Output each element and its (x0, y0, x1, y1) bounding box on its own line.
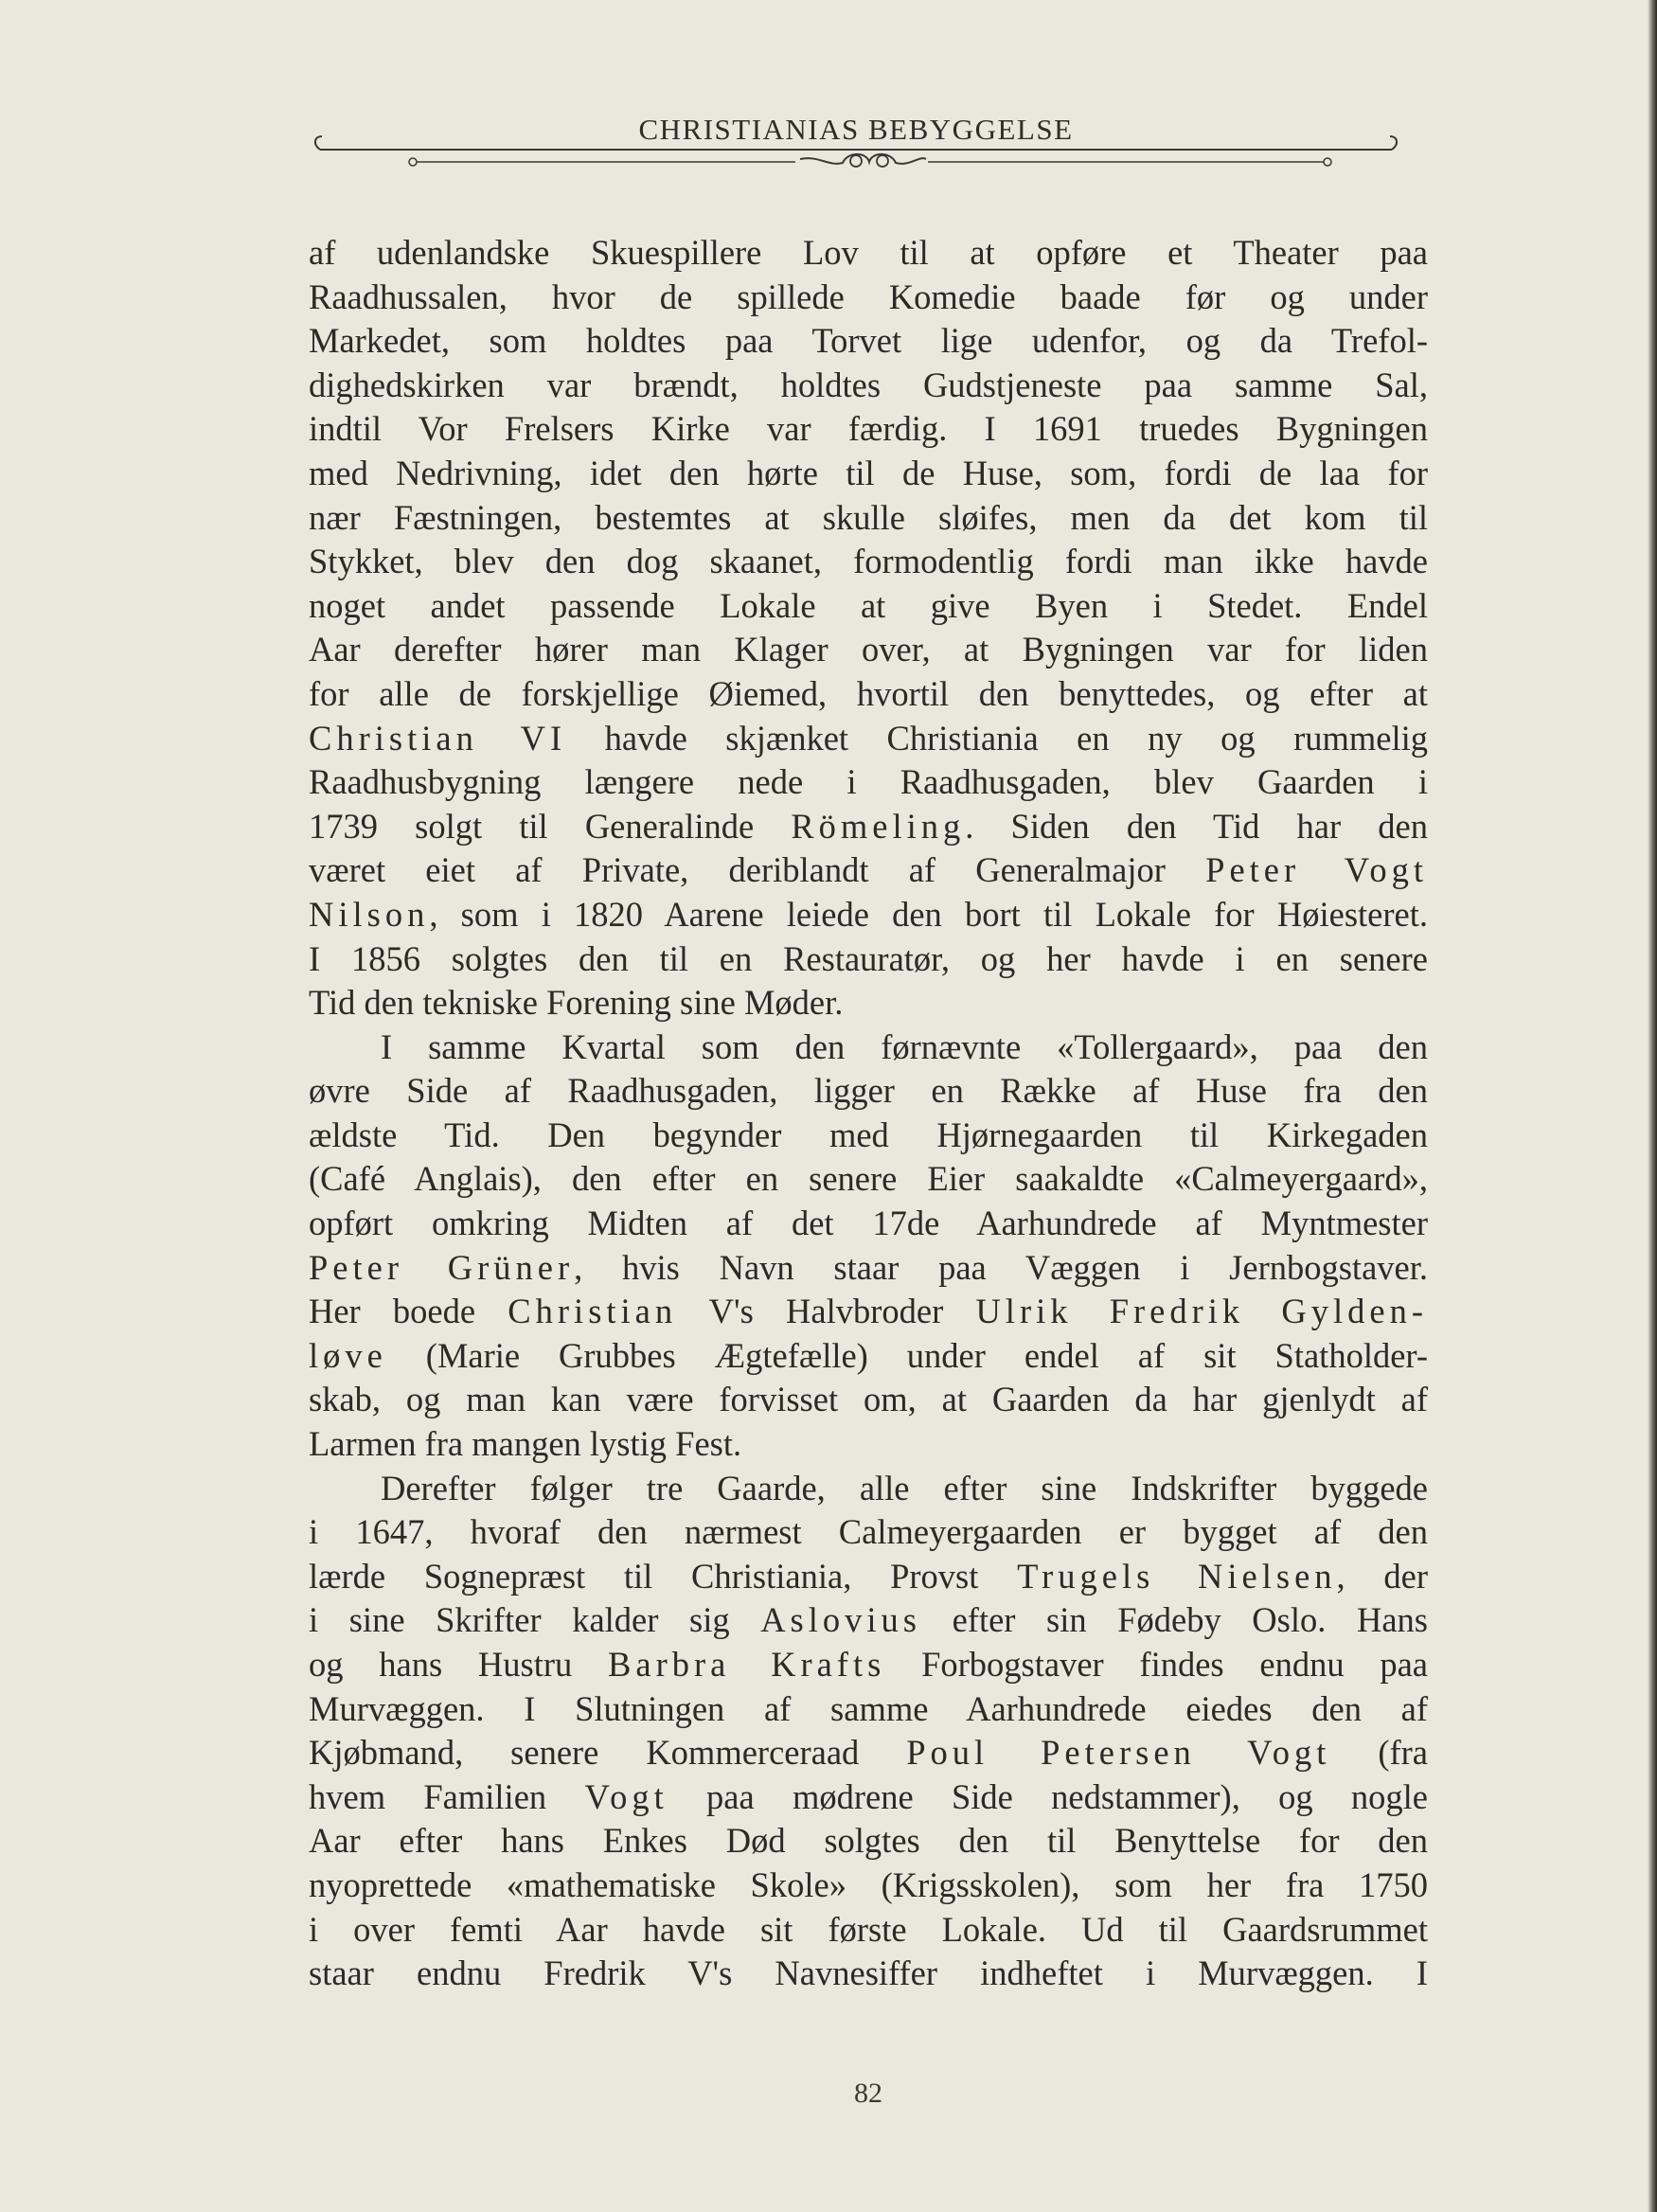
line-text: . Siden den Tid har den (965, 806, 1428, 846)
line-text: Kjøbmand, senere Kommerceraad (309, 1733, 907, 1773)
text-line (309, 231, 1428, 276)
line-text: i sine Skrifter kalder sig (309, 1600, 761, 1640)
line-text: Raadhusbygning længere nede i Raadhusgaden, blev Gaarden i (309, 762, 1428, 802)
text-line (309, 893, 1428, 937)
text-line (309, 1069, 1428, 1114)
line-text: Tid den tekniske Forening sine Møder. (309, 983, 844, 1023)
text-line (309, 1157, 1428, 1202)
line-text: øvre Side af Raadhusgaden, ligger en Række af Huse fra den (309, 1071, 1428, 1111)
text-line (309, 1731, 1428, 1775)
line-text: Forbogstaver findes endnu paa (885, 1645, 1428, 1684)
spaced-name: Peter Vogt (1205, 850, 1428, 890)
line-text: (Marie Grubbes Ægtefælle) under endel af sit Statholder- (386, 1335, 1428, 1375)
line-text: Aar efter hans Enkes Død solgtes den til Benyttelse for den (309, 1821, 1428, 1861)
text-line (309, 1246, 1428, 1291)
line-text: Raadhussalen, hvor de spillede Komedie baade før og under (309, 276, 1428, 316)
line-text: Stykket, blev den dog skaanet, formodentlig fordi man ikke havde (309, 542, 1428, 581)
spaced-name: Nilson (309, 894, 430, 934)
text-line (309, 628, 1428, 672)
line-text: nær Fæstningen, bestemtes at skulle sløifes, men da det kom til (309, 497, 1428, 537)
page-edge-shadow (1648, 0, 1657, 2212)
text-line (309, 760, 1428, 805)
line-text: for alle de forskjellige Øiemed, hvortil den benyttedes, og efter at (309, 673, 1428, 713)
text-line (309, 1555, 1428, 1599)
line-text: lærde Sognepræst til Christiania, Provst (309, 1556, 1018, 1596)
line-text: (Café Anglais), den efter en senere Eier saakaldte «Calmeyergaard», (309, 1159, 1428, 1199)
line-text: nyoprettede «mathematiske Skole» (Krigsskolen), som her fra 1750 (309, 1864, 1428, 1904)
line-text: , hvis Navn staar paa Væggen i Jernbogstaver. (574, 1247, 1428, 1287)
line-text: V's Halvbroder (677, 1292, 976, 1331)
text-line (309, 1114, 1428, 1158)
line-text: I 1856 solgtes den til en Restauratør, og her havde i en senere (309, 938, 1428, 978)
text-line (309, 1378, 1428, 1422)
text-line (309, 364, 1428, 408)
text-line (309, 584, 1428, 629)
line-text: af udenlandske Skuespillere Lov til at opføre et Theater paa (309, 233, 1428, 272)
spaced-name: løve (309, 1335, 387, 1375)
line-text: Derefter følger tre Gaarde, alle efter sine Indskrifter byggede (381, 1468, 1428, 1507)
text-line (309, 717, 1428, 761)
text-line (309, 1908, 1428, 1953)
text-line (309, 1687, 1428, 1732)
spaced-name: Christian (508, 1292, 678, 1331)
spaced-name: Römeling (791, 806, 966, 846)
spaced-name: Vogt (584, 1776, 668, 1816)
line-text: ældste Tid. Den begynder med Hjørnegaarden til Kirkegaden (309, 1115, 1428, 1154)
text-line (309, 1775, 1428, 1820)
text-line (309, 672, 1428, 717)
spaced-name: Barbra Krafts (608, 1645, 886, 1684)
line-text: dighedskirken var brændt, holdtes Gudstjeneste paa samme Sal, (309, 365, 1428, 404)
spaced-name: Christian VI (309, 718, 567, 758)
spaced-name: Poul Petersen Vogt (906, 1733, 1331, 1773)
line-text: skab, og man kan være forvisset om, at Gaarden da har gjenlydt af (309, 1380, 1428, 1419)
line-text: Larmen fra mangen lystig Fest. (309, 1424, 742, 1464)
text-line (309, 848, 1428, 893)
text-line (309, 1334, 1428, 1379)
page-number: 82 (854, 2078, 882, 2109)
line-text: Aar derefter hører man Klager over, at Bygningen var for liden (309, 630, 1428, 669)
line-text: med Nedrivning, idet den hørte til de Huse, som, fordi de laa for (309, 453, 1428, 492)
line-text: , der (1336, 1556, 1428, 1596)
header-title: CHRISTIANIAS BEBYGGELSE (638, 113, 1074, 146)
text-line (309, 1952, 1428, 1996)
text-line (309, 1598, 1428, 1643)
text-line (309, 981, 1428, 1026)
body-text (309, 231, 1428, 1996)
line-text: (fra (1330, 1733, 1428, 1773)
line-text: og hans Hustru (309, 1645, 609, 1684)
text-line (309, 1290, 1428, 1334)
spaced-name: Peter Grüner (309, 1247, 575, 1287)
text-line (309, 452, 1428, 496)
text-line (309, 1819, 1428, 1864)
text-line (309, 1864, 1428, 1908)
line-text: været eiet af Private, deriblandt af Generalmajor (309, 850, 1206, 890)
line-text: 1739 solgt til Generalinde (309, 806, 792, 846)
text-line (309, 1510, 1428, 1555)
line-text: indtil Vor Frelsers Kirke var færdig. I 1691 truedes Bygningen (309, 409, 1428, 449)
line-text: noget andet passende Lokale at give Byen i Stedet. Endel (309, 585, 1428, 625)
running-header (312, 102, 1399, 187)
line-text: hvem Familien (309, 1776, 585, 1816)
line-text: i over femti Aar havde sit første Lokale. Ud til Gaardsrummet (309, 1909, 1428, 1949)
text-line (309, 937, 1428, 982)
text-line (309, 1467, 1428, 1511)
text-line (309, 540, 1428, 584)
spaced-name: Aslovius (760, 1600, 921, 1640)
line-text: i 1647, hvoraf den nærmest Calmeyergaarden er bygget af den (309, 1512, 1428, 1552)
line-text: Markedet, som holdtes paa Torvet lige udenfor, og da Trefol- (309, 321, 1428, 361)
text-line (309, 1202, 1428, 1246)
text-line (309, 1422, 1428, 1467)
text-line (309, 1026, 1428, 1070)
text-line (309, 1643, 1428, 1687)
line-text: havde skjænket Christiania en ny og rummelig (566, 718, 1428, 758)
line-text: , som i 1820 Aarene leiede den bort til Lokale for Høiesteret. (429, 894, 1428, 934)
line-text: Her boede (309, 1292, 508, 1331)
text-line (309, 805, 1428, 849)
line-text: opført omkring Midten af det 17de Aarhundrede af Myntmester (309, 1204, 1428, 1243)
line-text: paa mødrene Side nedstammer), og nogle (668, 1776, 1429, 1816)
spaced-name: Trugels Nielsen (1017, 1556, 1337, 1596)
line-text: staar endnu Fredrik V's Navnesiffer indheftet i Murvæggen. I (309, 1953, 1428, 1993)
line-text: efter sin Fødeby Oslo. Hans (921, 1600, 1428, 1640)
text-line (309, 276, 1428, 320)
line-text: I samme Kvartal som den førnævnte «Tollergaard», paa den (381, 1026, 1428, 1066)
text-line (309, 496, 1428, 541)
text-line (309, 407, 1428, 452)
line-text: Murvæggen. I Slutningen af samme Aarhundrede eiedes den af (309, 1688, 1428, 1728)
spaced-name: Ulrik Fredrik Gylden- (975, 1292, 1428, 1331)
text-line (309, 319, 1428, 364)
